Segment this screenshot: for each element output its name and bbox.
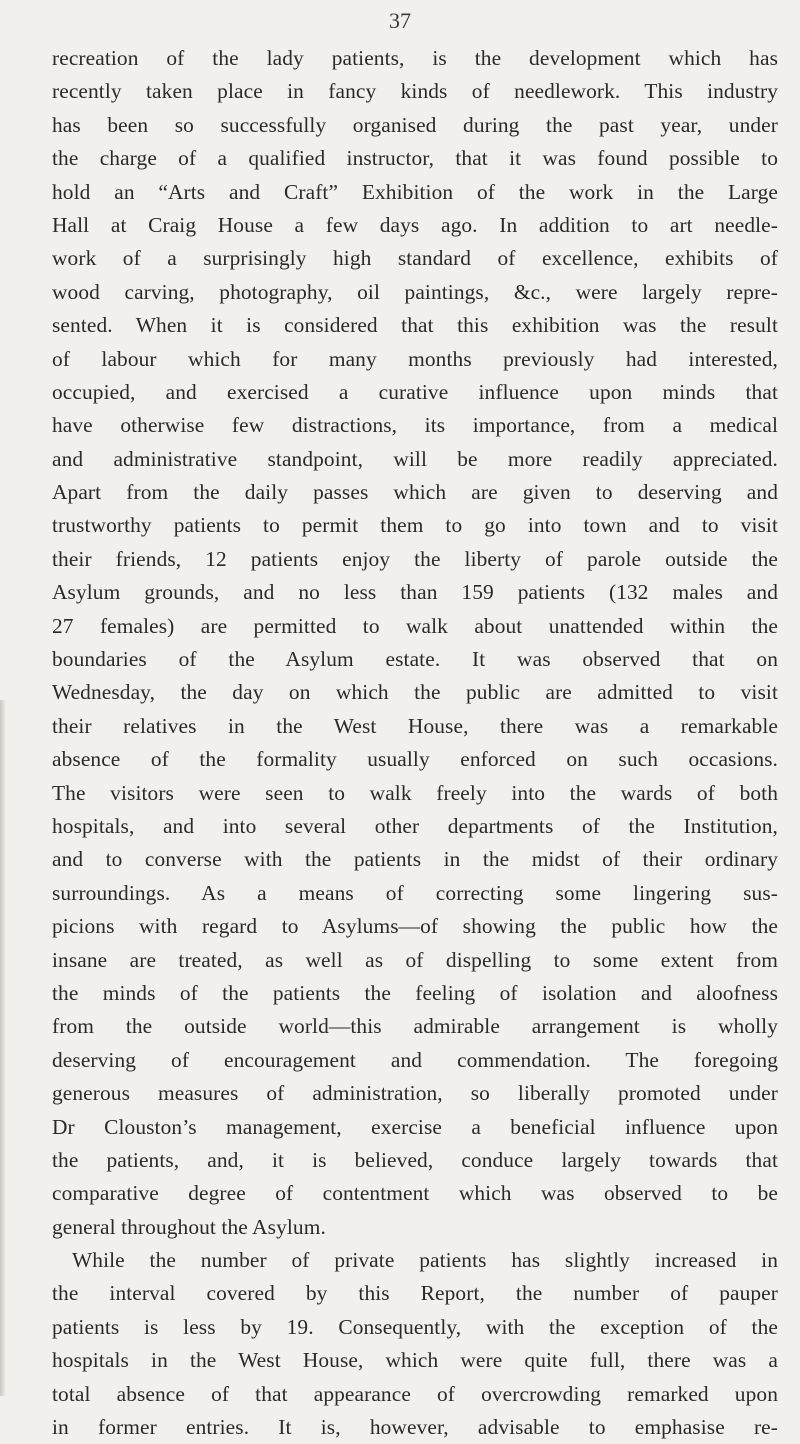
text-line: of labour which for many months previously had interested, xyxy=(52,346,778,371)
text-line: from the outside world—this admirable arrangement is wholly xyxy=(52,1014,778,1039)
text-line: deserving of encouragement and commendation. The foregoing xyxy=(52,1047,778,1072)
page-binding-edge xyxy=(0,700,6,1396)
text-line: the interval covered by this Report, the number of pauper xyxy=(52,1281,778,1306)
text-line: Hall at Craig House a few days ago. In addition to art needle- xyxy=(52,212,778,237)
text-line: work of a surprisingly high standard of excellence, exhibits of xyxy=(52,246,778,271)
text-line: The visitors were seen to walk freely into the wards of both xyxy=(52,780,778,805)
text-line: recently taken place in fancy kinds of needlework. This industry xyxy=(52,79,778,104)
text-line: Dr Clouston’s management, exercise a beneficial influence upon xyxy=(52,1114,778,1139)
text-line: total absence of that appearance of overcrowding remarked upon xyxy=(52,1381,778,1406)
text-line: trustworthy patients to permit them to go into town and to visit xyxy=(52,513,778,538)
text-line: hospitals, and into several other departments of the Institution, xyxy=(52,813,778,838)
text-line: the charge of a qualified instructor, that it was found possible to xyxy=(52,146,778,171)
text-line: Asylum grounds, and no less than 159 patients (132 males and xyxy=(52,580,778,605)
text-line: recreation of the lady patients, is the development which has xyxy=(52,46,778,70)
text-line: has been so successfully organised during the past year, under xyxy=(52,112,778,137)
text-line: their friends, 12 patients enjoy the liberty of parole outside the xyxy=(52,546,778,571)
text-line: the patients, and, it is believed, conduce largely towards that xyxy=(52,1147,778,1172)
text-line: generous measures of administration, so liberally promoted under xyxy=(52,1081,778,1106)
text-line: boundaries of the Asylum estate. It was observed that on xyxy=(52,647,778,672)
text-line: patients is less by 19. Consequently, with the exception of the xyxy=(52,1314,778,1339)
text-line: Wednesday, the day on which the public are admitted to visit xyxy=(52,680,778,705)
text-line: and to converse with the patients in the midst of their ordinary xyxy=(52,847,778,872)
body-text xyxy=(52,42,778,1444)
text-line: absence of the formality usually enforced on such occasions. xyxy=(52,747,778,772)
text-line: insane are treated, as well as of dispelling to some extent from xyxy=(52,947,778,972)
text-line: the minds of the patients the feeling of isolation and aloofness xyxy=(52,980,778,1005)
text-line: Apart from the daily passes which are given to deserving and xyxy=(52,480,778,505)
text-line: hold an “Arts and Craft” Exhibition of the work in the Large xyxy=(52,179,778,204)
text-line: general throughout the Asylum. xyxy=(52,1214,326,1239)
text-line: their relatives in the West House, there was a remarkable xyxy=(52,713,778,738)
text-line: sented. When it is considered that this exhibition was the result xyxy=(52,313,778,338)
text-line: While the number of private patients has slightly increased in xyxy=(72,1248,778,1273)
text-line: 27 females) are permitted to walk about unattended within the xyxy=(52,613,778,638)
text-line: comparative degree of contentment which was observed to be xyxy=(52,1181,778,1206)
text-line: wood carving, photography, oil paintings, &c., were largely repre- xyxy=(52,279,778,304)
text-line: picions with regard to Asylums—of showing the public how the xyxy=(52,914,778,939)
text-line: surroundings. As a means of correcting some lingering sus- xyxy=(52,880,778,905)
text-line: hospitals in the West House, which were quite full, there was a xyxy=(52,1348,778,1373)
text-line: have otherwise few distractions, its importance, from a medical xyxy=(52,413,778,438)
page-number: 37 xyxy=(389,8,411,33)
text-line: and administrative standpoint, will be more readily appreciated. xyxy=(52,446,778,471)
text-line: in former entries. It is, however, advisable to emphasise re- xyxy=(52,1415,778,1440)
text-line: occupied, and exercised a curative influence upon minds that xyxy=(52,379,778,404)
